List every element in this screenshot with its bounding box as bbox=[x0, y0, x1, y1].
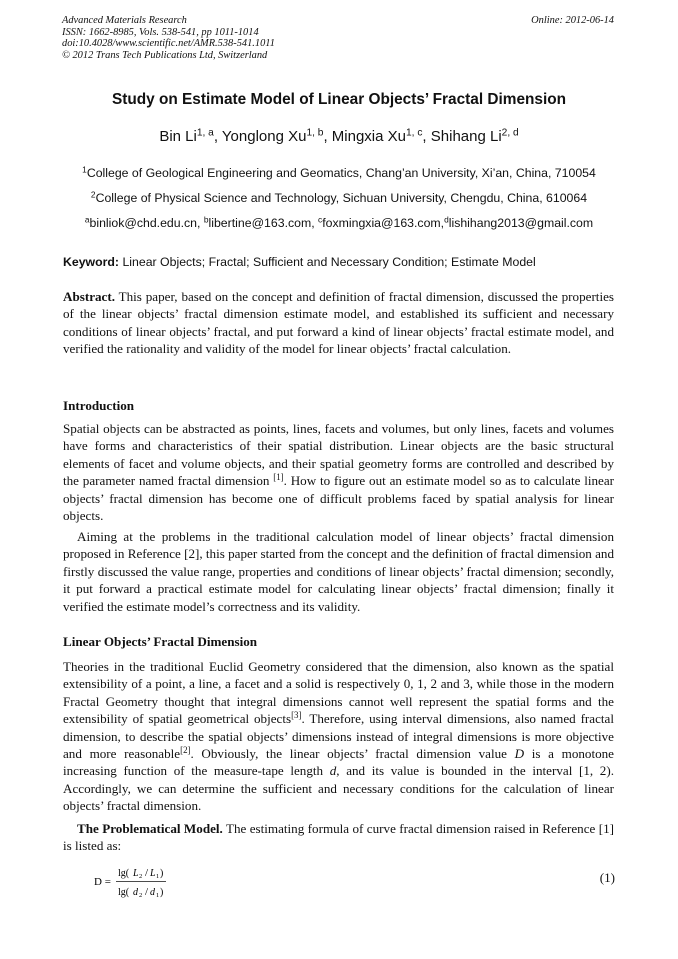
author-list bbox=[0, 128, 678, 145]
abstract bbox=[63, 288, 614, 358]
paragraph-text: Spatial objects can be abstracted as points, lines, facets and volumes, but only lines, facets and volumes have forms and characteristics of their spatial distribution. Linear objects are the basic structural elements of facet and volume objects, and their spatial geometry forms are controlled and described by the parameter named fractal dimension bbox=[63, 421, 614, 489]
keywords bbox=[63, 255, 536, 269]
citation: [1] bbox=[273, 472, 284, 483]
email-mark: b bbox=[203, 214, 209, 225]
equation-numerator-fn: lg( bbox=[118, 868, 130, 879]
journal-name: Advanced Materials Research bbox=[62, 15, 187, 26]
copyright-line: © 2012 Trans Tech Publications Ltd, Switzerland bbox=[62, 49, 268, 61]
section-heading-linear-objects: Linear Objects’ Fractal Dimension bbox=[63, 634, 258, 649]
linear-paragraph-1 bbox=[63, 658, 614, 815]
paragraph-text: . Therefore, using interval dimensions, also named fractal dimension, to describe the spatial objects’ dimensions instead of integral dimensions is more objective and more reasonable bbox=[63, 711, 615, 762]
paragraph-text: is a monotone increasing function of the measure-tape length bbox=[63, 746, 614, 779]
equation-paren: ) bbox=[160, 887, 164, 898]
email: lishihang2013@gmail.com bbox=[448, 216, 594, 230]
intro-paragraph-2: Aiming at the problems in the traditional calculation model of linear objects’ fractal dimension proposed in Reference [2], this paper started from the concept and the definition of fractal dimension and firstly discussed the value range, properties and conditions of linear objects’ fractal dimension; secondly, it put forward a practical estimate model for calculating linear objects’ fractal dimension; finally it verified the estimate model’s correctness and its validity. bbox=[63, 529, 614, 614]
keyword-text: Linear Objects; Fractal; Sufficient and Necessary Condition; Estimate Model bbox=[122, 255, 536, 269]
affiliation-1 bbox=[0, 166, 678, 180]
affiliation-text: College of Geological Engineering and Geomatics, Chang’an University, Xi’an, China, 710054 bbox=[86, 166, 596, 180]
abstract-text: This paper, based on the concept and definition of fractal dimension, discussed the properties of the linear objects’ fractal dimension estimate model, and established its sufficient and necessary conditions of linear objects’ fractal, and put forward a kind of linear objects’ fractal estimate model, and verified the rationality and validity of the model for linear objects’ fractal calculation. bbox=[63, 289, 614, 357]
equation-subscript: 2 bbox=[139, 892, 143, 899]
equation-var: d bbox=[133, 887, 138, 898]
author-affiliation-mark: 1, c bbox=[406, 127, 423, 139]
equation-subscript: 1 bbox=[156, 892, 160, 899]
paragraph-text: Theories in the traditional Euclid Geometry considered that the dimension, also known as the spatial extensibility of a point, a line, a facet and a solid is respectively 0, 1, 2 and 3, while those in the modern Fractal Geometry thought that integral dimensions cannot well represent the spatial forms and the extensibility of spatial geometrical objects bbox=[63, 659, 614, 727]
keyword-label: Keyword: bbox=[63, 255, 120, 269]
equation-slash: / bbox=[145, 886, 149, 898]
linear-paragraph-2 bbox=[63, 820, 614, 855]
equation-slash: / bbox=[145, 867, 149, 879]
affiliation-2 bbox=[0, 191, 678, 205]
email: binliok@chd.edu.cn, bbox=[89, 216, 204, 230]
equation-lhs: D = bbox=[94, 876, 111, 888]
math-variable: d bbox=[329, 763, 337, 779]
paragraph-text: The estimating formula of curve fractal dimension raised in Reference [1] is listed as: bbox=[63, 821, 614, 854]
author-separator: , bbox=[213, 128, 222, 145]
affiliation-text: College of Physical Science and Technology, Sichuan University, Chengdu, China, 610064 bbox=[95, 191, 588, 205]
author-emails bbox=[0, 216, 678, 230]
run-in-heading: The Problematical Model. bbox=[77, 821, 223, 836]
paragraph-text: , and its value is bounded in the interval [1, 2). Accordingly, we can determine the sufficient and necessary conditions for the calculation of linear objects’ fractal dimension. bbox=[63, 763, 614, 814]
equation-denominator-fn: lg( bbox=[118, 887, 130, 898]
equation-subscript: 1 bbox=[156, 873, 160, 880]
equation-formula bbox=[94, 862, 214, 902]
equation-subscript: 2 bbox=[139, 873, 143, 880]
citation: [2] bbox=[180, 745, 191, 756]
citation: [3] bbox=[291, 710, 302, 721]
doi-line: doi:10.4028/www.scientific.net/AMR.538-541.1011 bbox=[62, 38, 275, 49]
author-separator: , bbox=[422, 128, 431, 145]
equation-1 bbox=[94, 862, 615, 902]
equation-paren: ) bbox=[160, 868, 164, 879]
email: foxmingxia@163.com, bbox=[322, 216, 445, 230]
email: libertine@163.com, bbox=[208, 216, 319, 230]
author-affiliation-mark: 1, b bbox=[306, 127, 324, 139]
equation-number: (1) bbox=[599, 870, 615, 885]
equation-var: L bbox=[150, 868, 156, 879]
journal-metadata bbox=[62, 15, 275, 61]
equation-var: d bbox=[150, 887, 155, 898]
online-date: Online: 2012-06-14 bbox=[531, 15, 614, 26]
equation-var: L bbox=[133, 868, 139, 879]
issn-line: ISSN: 1662-8985, Vols. 538-541, pp 1011-1014 bbox=[62, 26, 259, 38]
paragraph-text: . How to figure out an estimate model so as to calculate linear objects’ fractal dimension has become one of difficult problems faced by spatial analysis for linear objects. bbox=[63, 473, 615, 524]
paragraph-text: . Obviously, the linear objects’ fractal dimension value bbox=[190, 746, 515, 762]
intro-paragraph-1 bbox=[63, 420, 614, 524]
author-name: Yonglong Xu bbox=[221, 128, 307, 145]
math-variable: D bbox=[514, 746, 525, 762]
abstract-label: Abstract. bbox=[63, 289, 115, 304]
author-affiliation-mark: 1, a bbox=[196, 127, 214, 139]
affiliation-mark: 2 bbox=[90, 189, 96, 200]
paper-title: Study on Estimate Model of Linear Objects’ Fractal Dimension bbox=[111, 91, 567, 108]
author-affiliation-mark: 2, d bbox=[501, 127, 519, 139]
author-separator: , bbox=[323, 128, 332, 145]
email-mark: a bbox=[84, 214, 90, 225]
affiliation-mark: 1 bbox=[82, 164, 87, 175]
author-name: Shihang Li bbox=[430, 128, 502, 145]
author-name: Bin Li bbox=[159, 128, 197, 145]
email-mark: c bbox=[318, 214, 323, 225]
section-heading-introduction: Introduction bbox=[63, 398, 135, 413]
email-mark: d bbox=[444, 214, 449, 225]
author-name: Mingxia Xu bbox=[331, 128, 406, 145]
